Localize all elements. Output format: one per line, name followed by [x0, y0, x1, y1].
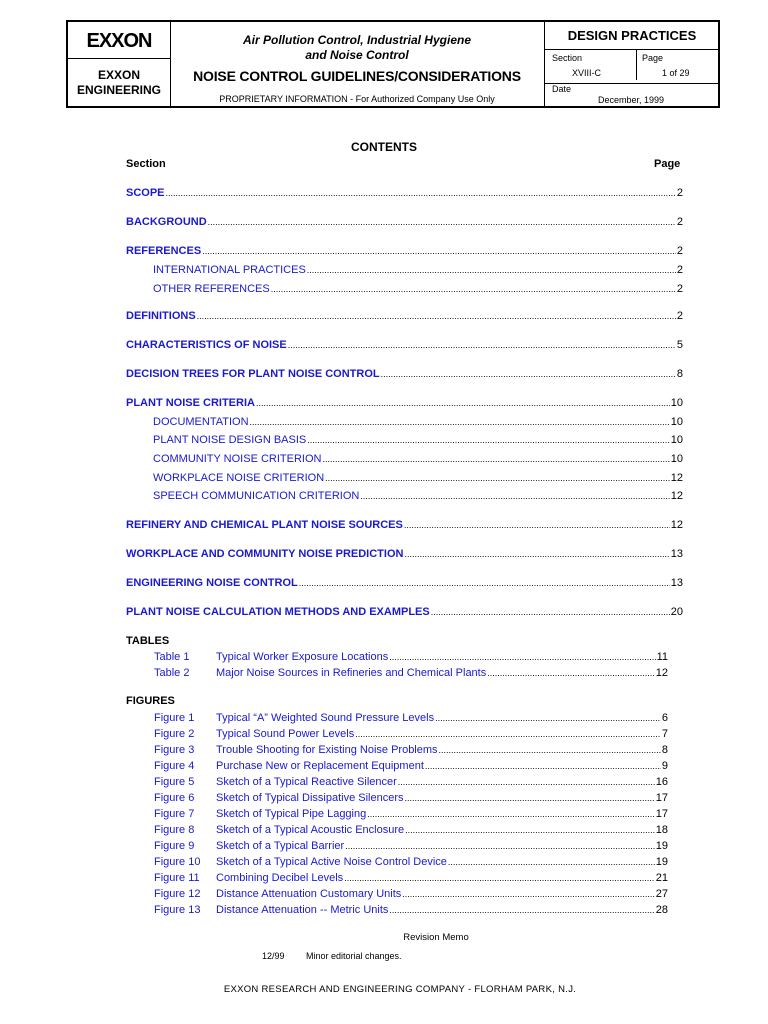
toc-entry-page: 2: [676, 216, 683, 228]
figure-entry[interactable]: [126, 744, 668, 756]
figure-entry-label[interactable]: Figure 12: [154, 888, 201, 900]
toc-entry-title[interactable]: COMMUNITY NOISE CRITERION: [153, 453, 322, 465]
toc-entry[interactable]: [126, 577, 683, 589]
figure-entry-page: 7: [661, 728, 668, 740]
dot-leader: [431, 607, 670, 617]
figure-entry-page: 8: [661, 744, 668, 756]
toc-entry-title[interactable]: PLANT NOISE DESIGN BASIS: [153, 434, 307, 446]
dot-leader: [307, 435, 670, 445]
dot-leader: [307, 265, 676, 275]
toc-entry-title[interactable]: BACKGROUND: [126, 216, 207, 228]
table-entry-title[interactable]: Typical Worker Exposure Locations: [216, 651, 389, 663]
toc-entry-page: 10: [670, 416, 683, 428]
toc-entry-page: 2: [676, 264, 683, 276]
toc-entry-title[interactable]: ENGINEERING NOISE CONTROL: [126, 577, 298, 589]
figure-entry-title[interactable]: Sketch of a Typical Reactive Silencer: [216, 776, 397, 788]
toc-entry-page: 10: [670, 434, 683, 446]
figure-entry-title[interactable]: Sketch of a Typical Barrier: [216, 840, 345, 852]
figure-entry-title[interactable]: Distance Attenuation -- Metric Units: [216, 904, 389, 916]
dot-leader: [405, 825, 655, 835]
toc-entry-page: 2: [676, 245, 683, 257]
dot-leader: [435, 713, 661, 723]
figure-entry-page: 19: [655, 856, 668, 868]
figure-entry-label[interactable]: Figure 10: [154, 856, 201, 868]
toc-entry[interactable]: [126, 519, 683, 531]
toc-entry[interactable]: [126, 339, 683, 351]
dot-leader: [208, 217, 676, 227]
toc-entry-title[interactable]: REFINERY AND CHEMICAL PLANT NOISE SOURCES: [126, 519, 403, 531]
figure-entry[interactable]: [126, 840, 668, 852]
figure-entry[interactable]: [126, 808, 668, 820]
figure-entry[interactable]: [126, 760, 668, 772]
figure-entry[interactable]: [126, 904, 668, 916]
toc-entry-title[interactable]: SPEECH COMMUNICATION CRITERION: [153, 490, 360, 502]
dot-leader: [425, 761, 661, 771]
figure-entry-page: 27: [655, 888, 668, 900]
table-entry-label[interactable]: Table 2: [154, 667, 190, 679]
toc-entry-page: 8: [676, 368, 683, 380]
figure-entry-title[interactable]: Purchase New or Replacement Equipment: [216, 760, 424, 772]
toc-entry-title[interactable]: DOCUMENTATION: [153, 416, 249, 428]
table-entry-label[interactable]: Table 1: [154, 651, 190, 663]
figure-entry-label[interactable]: Figure 8: [154, 824, 195, 836]
toc-entry-page: 12: [670, 490, 683, 502]
figure-entry[interactable]: [126, 888, 668, 900]
toc-entry[interactable]: [126, 245, 683, 257]
toc-entry-page: 2: [676, 283, 683, 295]
revision-date: 12/99: [262, 951, 285, 961]
figure-entry[interactable]: [126, 776, 668, 788]
toc-entry-title[interactable]: SCOPE: [126, 187, 165, 199]
toc-entry-page: 2: [676, 310, 683, 322]
figure-entry[interactable]: [126, 856, 668, 868]
figure-entry[interactable]: [126, 824, 668, 836]
figure-entry-page: 21: [655, 872, 668, 884]
dot-leader: [256, 398, 670, 408]
toc-entry[interactable]: [126, 548, 683, 560]
figure-entry-label[interactable]: Figure 2: [154, 728, 195, 740]
dot-leader: [398, 777, 655, 787]
toc-entry[interactable]: [126, 187, 683, 199]
figure-entry-label[interactable]: Figure 1: [154, 712, 195, 724]
toc-entry[interactable]: [126, 472, 683, 484]
figure-entry-page: 16: [655, 776, 668, 788]
figure-entry-label[interactable]: Figure 11: [154, 872, 200, 884]
toc-entry-page: 2: [676, 187, 683, 199]
figure-entry-page: 19: [655, 840, 668, 852]
figure-entry-title[interactable]: Typical Sound Power Levels: [216, 728, 355, 740]
dot-leader: [404, 549, 669, 559]
toc-entry[interactable]: [126, 216, 683, 228]
dot-leader: [345, 841, 655, 851]
toc-entry-page: 13: [670, 577, 683, 589]
table-entry[interactable]: [126, 667, 668, 679]
toc-entry-title[interactable]: PLANT NOISE CRITERIA: [126, 397, 255, 409]
figure-entry-title[interactable]: Trouble Shooting for Existing Noise Problems: [216, 744, 438, 756]
toc-entry-page: 13: [670, 548, 683, 560]
dot-leader: [367, 809, 655, 819]
table-entry-page: 11: [656, 651, 668, 663]
page-column-header: Page: [654, 158, 681, 170]
series-title: DESIGN PRACTICES: [567, 28, 697, 43]
page-value: 1 of 29: [662, 68, 690, 78]
dot-leader: [344, 873, 655, 883]
figure-entry-label[interactable]: Figure 9: [154, 840, 195, 852]
dot-leader: [322, 454, 669, 464]
proprietary-notice: PROPRIETARY INFORMATION - For Authorized Company Use Only: [219, 94, 495, 104]
figure-entry-label[interactable]: Figure 6: [154, 792, 195, 804]
dot-leader: [402, 889, 654, 899]
figure-entry-title[interactable]: Sketch of Typical Dissipative Silencers: [216, 792, 404, 804]
toc-entry-title[interactable]: DEFINITIONS: [126, 310, 196, 322]
toc-entry[interactable]: [126, 283, 683, 295]
figure-entry-title[interactable]: Combining Decibel Levels: [216, 872, 344, 884]
date-value: December, 1999: [598, 95, 665, 105]
dot-leader: [271, 284, 676, 294]
figures-heading: FIGURES: [126, 695, 175, 707]
dot-leader: [404, 520, 670, 530]
figure-entry-page: 9: [661, 760, 668, 772]
tables-heading: TABLES: [126, 635, 170, 647]
figure-entry-title[interactable]: Sketch of a Typical Active Noise Control Device: [216, 856, 447, 868]
dot-leader: [389, 652, 655, 662]
dot-leader: [166, 188, 676, 198]
revision-memo-title: Revision Memo: [403, 932, 469, 943]
section-label: Section: [552, 53, 583, 63]
toc-entry-page: 20: [670, 606, 683, 618]
dot-leader: [197, 311, 676, 321]
dot-leader: [487, 668, 655, 678]
toc-entry[interactable]: [126, 606, 683, 618]
toc-entry[interactable]: [126, 416, 683, 428]
figure-entry-label[interactable]: Figure 4: [154, 760, 195, 772]
figure-entry-title[interactable]: Sketch of Typical Pipe Lagging: [216, 808, 367, 820]
figure-entry-page: 17: [655, 792, 668, 804]
toc-entry[interactable]: [126, 434, 683, 446]
section-column-header: Section: [126, 158, 166, 170]
figure-entry-title[interactable]: Typical “A” Weighted Sound Pressure Levels: [216, 712, 435, 724]
figure-entry-label[interactable]: Figure 7: [154, 808, 195, 820]
table-entry[interactable]: [126, 651, 668, 663]
figure-entry[interactable]: [126, 792, 668, 804]
org-name: EXXON ENGINEERING: [76, 68, 161, 97]
toc-entry-page: 12: [670, 519, 683, 531]
dot-leader: [439, 745, 661, 755]
toc-entry[interactable]: [126, 453, 683, 465]
figure-entry-page: 28: [655, 904, 668, 916]
figure-entry-page: 6: [661, 712, 668, 724]
figure-entry-page: 18: [655, 824, 668, 836]
dot-leader: [355, 729, 661, 739]
figure-entry[interactable]: [126, 728, 668, 740]
toc-entry-title[interactable]: DECISION TREES FOR PLANT NOISE CONTROL: [126, 368, 380, 380]
contents-title: CONTENTS: [351, 140, 417, 154]
date-label: Date: [552, 84, 572, 94]
dot-leader: [389, 905, 654, 915]
figure-entry-title[interactable]: Sketch of a Typical Acoustic Enclosure: [216, 824, 405, 836]
section-value: XVIII-C: [572, 68, 602, 78]
document-header: [66, 20, 720, 108]
figure-entry[interactable]: [126, 712, 668, 724]
figure-entry-label[interactable]: Figure 3: [154, 744, 195, 756]
document-title: NOISE CONTROL GUIDELINES/CONSIDERATIONS: [193, 68, 521, 84]
dot-leader: [299, 578, 670, 588]
toc-entry[interactable]: [126, 490, 683, 502]
exxon-logo: EXXON: [86, 30, 152, 52]
dot-leader: [325, 473, 670, 483]
table-entry-page: 12: [655, 667, 668, 679]
figure-entry[interactable]: [126, 872, 668, 884]
toc-entry-title[interactable]: WORKPLACE NOISE CRITERION: [153, 472, 325, 484]
toc-entry-page: 10: [670, 453, 683, 465]
page-label: Page: [642, 53, 664, 63]
toc-entry[interactable]: [126, 264, 683, 276]
table-entry-title[interactable]: Major Noise Sources in Refineries and Chemical Plants: [216, 667, 487, 679]
toc-entry-title[interactable]: OTHER REFERENCES: [153, 283, 270, 295]
toc-entry-title[interactable]: INTERNATIONAL PRACTICES: [153, 264, 306, 276]
figure-entry-label[interactable]: Figure 13: [154, 904, 201, 916]
figure-entry-page: 17: [655, 808, 668, 820]
dot-leader: [405, 793, 655, 803]
subject-title: Air Pollution Control, Industrial Hygiene and Noise Control: [242, 33, 471, 62]
dot-leader: [448, 857, 655, 867]
page-footer: EXXON RESEARCH AND ENGINEERING COMPANY - FLORHAM PARK, N.J.: [223, 984, 577, 995]
toc-entry-title[interactable]: PLANT NOISE CALCULATION METHODS AND EXAMPLES: [126, 606, 430, 618]
revision-note: Minor editorial changes.: [306, 951, 402, 961]
toc-entry-title[interactable]: REFERENCES: [126, 245, 202, 257]
toc-entry-page: 12: [670, 472, 683, 484]
toc-entry-title[interactable]: CHARACTERISTICS OF NOISE: [126, 339, 287, 351]
toc-entry[interactable]: [126, 368, 683, 380]
dot-leader: [288, 340, 676, 350]
toc-entry[interactable]: [126, 397, 683, 409]
toc-entry[interactable]: [126, 310, 683, 322]
toc-entry-title[interactable]: WORKPLACE AND COMMUNITY NOISE PREDICTION: [126, 548, 404, 560]
dot-leader: [360, 491, 669, 501]
figure-entry-title[interactable]: Distance Attenuation Customary Units: [216, 888, 402, 900]
toc-entry-page: 10: [670, 397, 683, 409]
dot-leader: [202, 246, 676, 256]
dot-leader: [250, 417, 670, 427]
figure-entry-label[interactable]: Figure 5: [154, 776, 195, 788]
dot-leader: [381, 369, 676, 379]
toc-entry-page: 5: [676, 339, 683, 351]
